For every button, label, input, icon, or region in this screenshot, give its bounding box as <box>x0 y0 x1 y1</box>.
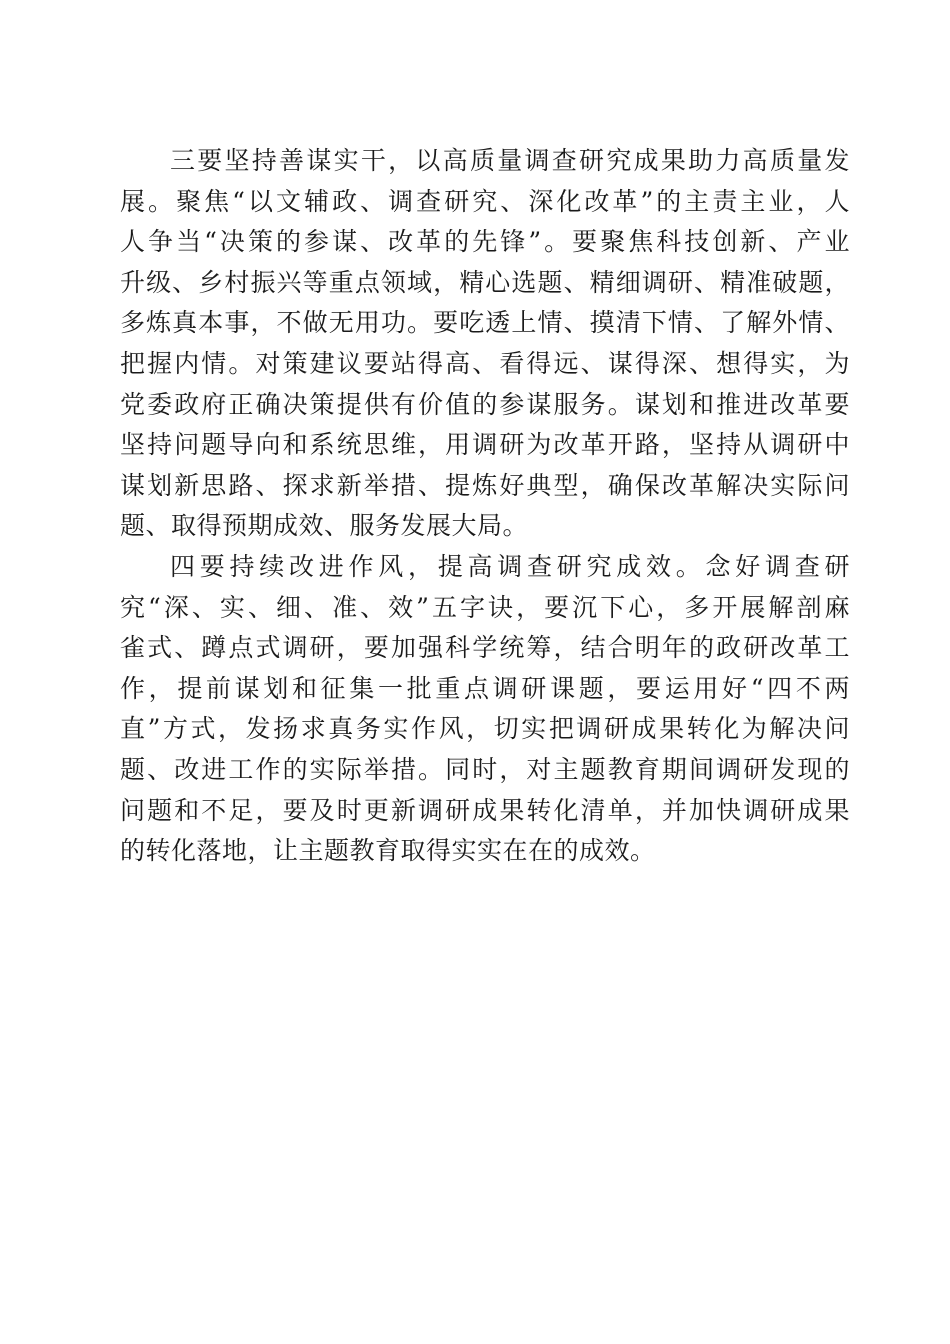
text-line: 问题和不足，要及时更新调研成果转化清单，并加快调研成果 <box>120 795 850 825</box>
paragraph-2 <box>120 547 850 872</box>
text-line: 题、改进工作的实际举措。同时，对主题教育期间调研发现的 <box>120 754 850 784</box>
text-line: 展。聚焦“以文辅政、调查研究、深化改革”的主责主业，人 <box>120 186 850 216</box>
text-line: 坚持问题导向和系统思维，用调研为改革开路，坚持从调研中 <box>120 430 850 460</box>
paragraph-1 <box>120 141 850 547</box>
text-line: 的转化落地，让主题教育取得实实在在的成效。 <box>120 836 656 866</box>
text-line: 谋划新思路、探求新举措、提炼好典型，确保改革解决实际问 <box>120 470 850 500</box>
text-line: 雀式、蹲点式调研，要加强科学统筹，结合明年的政研改革工 <box>120 633 850 663</box>
text-line: 四要持续改进作风，提高调查研究成效。念好调查研 <box>170 551 850 581</box>
text-line: 直”方式，发扬求真务实作风，切实把调研成果转化为解决问 <box>120 714 850 744</box>
text-line: 升级、乡村振兴等重点领域，精心选题、精细调研、精准破题， <box>120 267 850 297</box>
text-line: 究“深、实、细、准、效”五字诀，要沉下心，多开展解剖麻 <box>120 592 850 622</box>
text-line: 党委政府正确决策提供有价值的参谋服务。谋划和推进改革要 <box>120 389 850 419</box>
text-line: 题、取得预期成效、服务发展大局。 <box>120 511 529 541</box>
document-body <box>120 141 850 872</box>
text-line: 人争当“决策的参谋、改革的先锋”。要聚焦科技创新、产业 <box>120 227 850 257</box>
text-line: 作，提前谋划和征集一批重点调研课题，要运用好“四不两 <box>120 673 850 703</box>
text-line: 三要坚持善谋实干，以高质量调查研究成果助力高质量发 <box>170 146 850 175</box>
text-line: 把握内情。对策建议要站得高、看得远、谋得深、想得实，为 <box>120 348 850 378</box>
text-line: 多炼真本事，不做无用功。要吃透上情、摸清下情、了解外情、 <box>120 308 850 338</box>
